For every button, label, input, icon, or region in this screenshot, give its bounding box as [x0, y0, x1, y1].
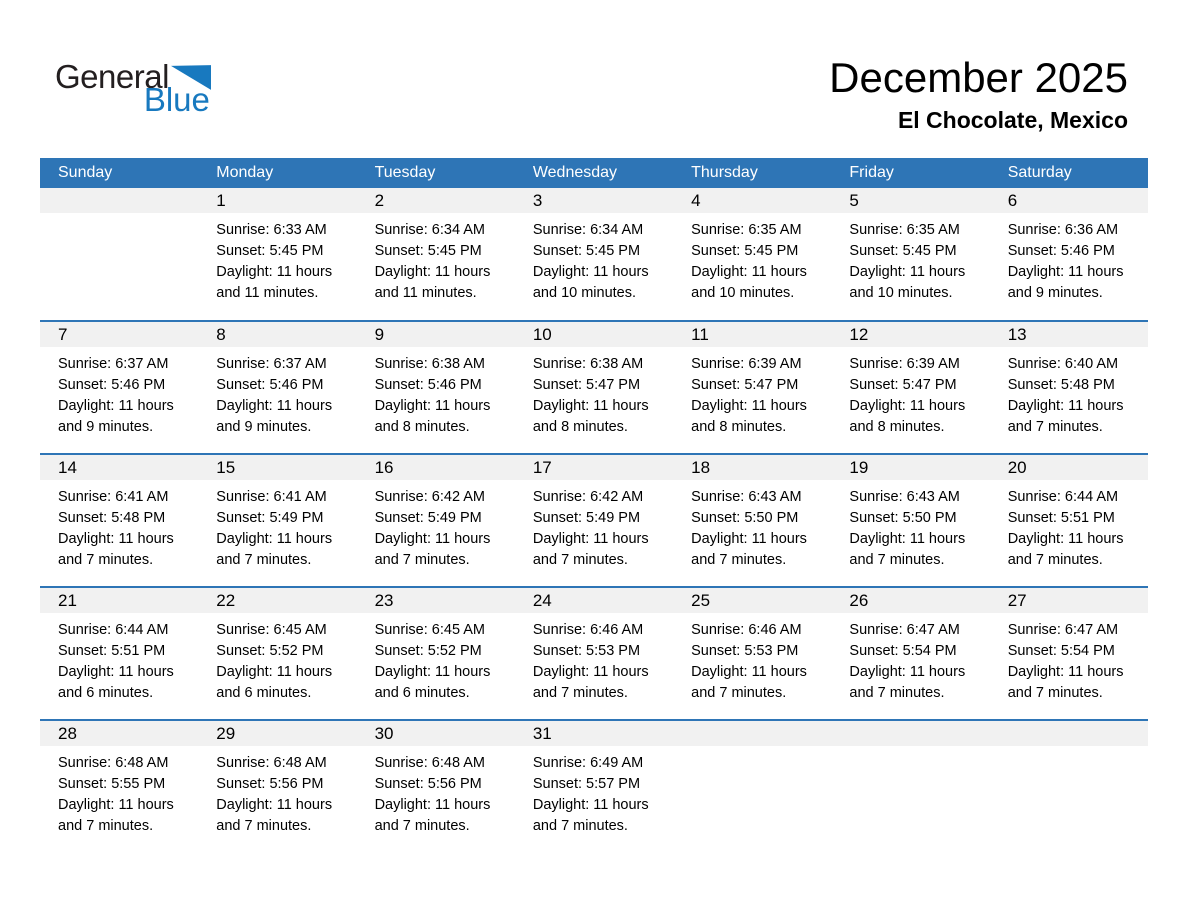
day-cell-20 [990, 454, 1148, 587]
daylight-text-line2: and 7 minutes. [374, 818, 470, 834]
week-row-3 [40, 454, 1148, 587]
day-cell-4 [673, 188, 831, 321]
sunset-text: Sunset: 5:45 PM [849, 243, 957, 259]
sunset-text: Sunset: 5:53 PM [691, 643, 799, 659]
day-number [990, 721, 1148, 746]
daylight-text-line1: Daylight: 11 hours [691, 664, 807, 680]
day-cell-9 [357, 321, 515, 454]
day-cell-27 [990, 587, 1148, 720]
daylight-text-line2: and 7 minutes. [58, 552, 154, 568]
sunset-text: Sunset: 5:47 PM [691, 377, 799, 393]
day-sun-info [673, 347, 831, 438]
day-cell-16 [357, 454, 515, 587]
day-number: 11 [673, 322, 831, 347]
day-sun-info [831, 480, 989, 571]
daylight-text-line1: Daylight: 11 hours [532, 797, 649, 813]
daylight-text-line2: and 8 minutes. [691, 419, 787, 435]
sunrise-text: Sunrise: 6:37 AM [216, 356, 327, 372]
day-number: 8 [198, 322, 356, 347]
sunrise-text: Sunrise: 6:38 AM [532, 356, 644, 372]
sunset-text: Sunset: 5:47 PM [849, 377, 957, 393]
day-sun-info [515, 347, 673, 438]
day-number: 15 [198, 455, 356, 480]
sunset-text: Sunset: 5:49 PM [532, 510, 641, 526]
day-number: 20 [990, 455, 1148, 480]
day-number: 14 [40, 455, 198, 480]
day-cell-25 [673, 587, 831, 720]
daylight-text-line1: Daylight: 11 hours [532, 264, 649, 280]
day-number: 7 [40, 322, 198, 347]
sunrise-text: Sunrise: 6:34 AM [374, 222, 485, 238]
daylight-text-line2: and 7 minutes. [532, 685, 628, 701]
daylight-text-line1: Daylight: 11 hours [216, 664, 333, 680]
sunrise-text: Sunrise: 6:35 AM [691, 222, 802, 238]
daylight-text-line2: and 7 minutes. [691, 685, 787, 701]
day-sun-info [673, 613, 831, 704]
daylight-text-line2: and 8 minutes. [374, 419, 470, 435]
daylight-text-line1: Daylight: 11 hours [58, 531, 174, 547]
day-sun-info [198, 213, 356, 304]
day-cell-22 [198, 587, 356, 720]
sunset-text: Sunset: 5:46 PM [374, 377, 482, 393]
day-sun-info [40, 480, 198, 571]
daylight-text-line1: Daylight: 11 hours [849, 398, 966, 414]
sunrise-text: Sunrise: 6:45 AM [216, 622, 327, 638]
day-number: 21 [40, 588, 198, 613]
weekday-header-friday: Friday [831, 158, 989, 188]
daylight-text-line2: and 7 minutes. [216, 818, 312, 834]
day-sun-info [40, 347, 198, 438]
week-row-1 [40, 188, 1148, 321]
daylight-text-line1: Daylight: 11 hours [532, 664, 649, 680]
weekday-header-saturday: Saturday [990, 158, 1148, 188]
sunset-text: Sunset: 5:56 PM [216, 776, 324, 792]
daylight-text-line1: Daylight: 11 hours [849, 664, 966, 680]
daylight-text-line2: and 10 minutes. [849, 285, 953, 301]
sunrise-text: Sunrise: 6:41 AM [216, 489, 327, 505]
day-number: 28 [40, 721, 198, 746]
day-cell-1 [198, 188, 356, 321]
day-sun-info [198, 347, 356, 438]
sunrise-text: Sunrise: 6:38 AM [374, 356, 485, 372]
daylight-text-line2: and 10 minutes. [691, 285, 795, 301]
day-cell-12 [831, 321, 989, 454]
day-cell-26 [831, 587, 989, 720]
sunset-text: Sunset: 5:46 PM [216, 377, 324, 393]
logo-text-blue: Blue [143, 80, 210, 118]
sunrise-text: Sunrise: 6:47 AM [1007, 622, 1119, 638]
daylight-text-line2: and 6 minutes. [58, 685, 154, 701]
day-number: 17 [515, 455, 673, 480]
weekday-header-thursday: Thursday [673, 158, 831, 188]
day-sun-info [40, 746, 198, 837]
sunrise-text: Sunrise: 6:39 AM [691, 356, 802, 372]
daylight-text-line1: Daylight: 11 hours [1007, 264, 1124, 280]
sunrise-text: Sunrise: 6:35 AM [849, 222, 960, 238]
daylight-text-line1: Daylight: 11 hours [1007, 531, 1124, 547]
sunrise-text: Sunrise: 6:42 AM [374, 489, 485, 505]
weekday-header-sunday: Sunday [40, 158, 198, 188]
daylight-text-line1: Daylight: 11 hours [216, 531, 333, 547]
sunset-text: Sunset: 5:54 PM [1007, 643, 1115, 659]
sunrise-text: Sunrise: 6:43 AM [691, 489, 802, 505]
day-number [831, 721, 989, 746]
day-cell-31 [515, 720, 673, 853]
daylight-text-line2: and 11 minutes. [374, 285, 477, 301]
sunrise-text: Sunrise: 6:46 AM [532, 622, 644, 638]
day-number: 18 [673, 455, 831, 480]
daylight-text-line1: Daylight: 11 hours [216, 264, 333, 280]
sunset-text: Sunset: 5:49 PM [374, 510, 482, 526]
daylight-text-line2: and 7 minutes. [58, 818, 154, 834]
day-cell-15 [198, 454, 356, 587]
sunrise-text: Sunrise: 6:36 AM [1007, 222, 1119, 238]
daylight-text-line2: and 7 minutes. [1007, 419, 1103, 435]
day-cell-10 [515, 321, 673, 454]
weekday-header-monday: Monday [198, 158, 356, 188]
daylight-text-line1: Daylight: 11 hours [374, 264, 491, 280]
sunrise-text: Sunrise: 6:41 AM [58, 489, 169, 505]
sunset-text: Sunset: 5:50 PM [849, 510, 957, 526]
day-number: 5 [831, 188, 989, 213]
day-number: 13 [990, 322, 1148, 347]
sunset-text: Sunset: 5:46 PM [58, 377, 166, 393]
day-number: 27 [990, 588, 1148, 613]
day-number: 4 [673, 188, 831, 213]
sunrise-text: Sunrise: 6:44 AM [1007, 489, 1119, 505]
day-number [673, 721, 831, 746]
day-cell-5 [831, 188, 989, 321]
sunset-text: Sunset: 5:51 PM [1007, 510, 1115, 526]
day-cell-6 [990, 188, 1148, 321]
sunset-text: Sunset: 5:45 PM [374, 243, 482, 259]
day-number: 29 [198, 721, 356, 746]
day-number: 16 [357, 455, 515, 480]
sunrise-text: Sunrise: 6:44 AM [58, 622, 169, 638]
daylight-text-line1: Daylight: 11 hours [691, 531, 807, 547]
daylight-text-line2: and 9 minutes. [1007, 285, 1103, 301]
daylight-text-line1: Daylight: 11 hours [374, 797, 491, 813]
sunrise-text: Sunrise: 6:47 AM [849, 622, 960, 638]
empty-day-cell [831, 720, 989, 853]
logo-text-general: General [55, 58, 169, 95]
daylight-text-line1: Daylight: 11 hours [1007, 398, 1124, 414]
sunrise-text: Sunrise: 6:48 AM [374, 755, 485, 771]
daylight-text-line1: Daylight: 11 hours [849, 531, 966, 547]
week-row-5 [40, 720, 1148, 853]
day-sun-info [990, 347, 1148, 438]
sunrise-text: Sunrise: 6:34 AM [532, 222, 644, 238]
daylight-text-line2: and 7 minutes. [1007, 552, 1103, 568]
day-cell-29 [198, 720, 356, 853]
daylight-text-line2: and 6 minutes. [374, 685, 470, 701]
daylight-text-line1: Daylight: 11 hours [691, 398, 807, 414]
sunset-text: Sunset: 5:51 PM [58, 643, 166, 659]
day-cell-14 [40, 454, 198, 587]
day-number: 23 [357, 588, 515, 613]
day-cell-8 [198, 321, 356, 454]
daylight-text-line2: and 7 minutes. [532, 552, 628, 568]
sunset-text: Sunset: 5:50 PM [691, 510, 799, 526]
day-cell-30 [357, 720, 515, 853]
daylight-text-line2: and 7 minutes. [691, 552, 787, 568]
day-cell-3 [515, 188, 673, 321]
day-sun-info [357, 347, 515, 438]
day-number: 10 [515, 322, 673, 347]
sunrise-text: Sunrise: 6:43 AM [849, 489, 960, 505]
daylight-text-line1: Daylight: 11 hours [374, 664, 491, 680]
sunset-text: Sunset: 5:52 PM [216, 643, 324, 659]
day-cell-21 [40, 587, 198, 720]
day-sun-info [831, 213, 989, 304]
daylight-text-line2: and 8 minutes. [532, 419, 628, 435]
empty-day-cell [990, 720, 1148, 853]
day-sun-info [40, 613, 198, 704]
daylight-text-line2: and 7 minutes. [374, 552, 470, 568]
daylight-text-line2: and 7 minutes. [849, 552, 945, 568]
day-sun-info [357, 480, 515, 571]
day-cell-13 [990, 321, 1148, 454]
daylight-text-line2: and 9 minutes. [216, 419, 312, 435]
sunset-text: Sunset: 5:49 PM [216, 510, 324, 526]
daylight-text-line1: Daylight: 11 hours [58, 797, 174, 813]
day-sun-info [198, 480, 356, 571]
daylight-text-line1: Daylight: 11 hours [216, 797, 333, 813]
day-sun-info [357, 746, 515, 837]
day-cell-23 [357, 587, 515, 720]
daylight-text-line2: and 8 minutes. [849, 419, 945, 435]
day-number: 6 [990, 188, 1148, 213]
day-number: 2 [357, 188, 515, 213]
day-cell-2 [357, 188, 515, 321]
day-number: 22 [198, 588, 356, 613]
sunset-text: Sunset: 5:52 PM [374, 643, 482, 659]
day-number: 31 [515, 721, 673, 746]
daylight-text-line1: Daylight: 11 hours [532, 531, 649, 547]
day-cell-24 [515, 587, 673, 720]
week-row-4 [40, 587, 1148, 720]
day-number: 1 [198, 188, 356, 213]
sunrise-text: Sunrise: 6:48 AM [216, 755, 327, 771]
day-cell-11 [673, 321, 831, 454]
day-number: 19 [831, 455, 989, 480]
day-number [40, 188, 198, 213]
day-sun-info [357, 613, 515, 704]
weekday-header-row [40, 158, 1148, 188]
day-cell-17 [515, 454, 673, 587]
sunset-text: Sunset: 5:47 PM [532, 377, 641, 393]
day-cell-7 [40, 321, 198, 454]
sunrise-text: Sunrise: 6:37 AM [58, 356, 169, 372]
day-number: 3 [515, 188, 673, 213]
day-number: 12 [831, 322, 989, 347]
weekday-header-wednesday: Wednesday [515, 158, 673, 188]
general-blue-logo [55, 60, 211, 117]
sunrise-text: Sunrise: 6:33 AM [216, 222, 327, 238]
day-cell-18 [673, 454, 831, 587]
daylight-text-line1: Daylight: 11 hours [374, 531, 491, 547]
sunrise-text: Sunrise: 6:46 AM [691, 622, 802, 638]
sunset-text: Sunset: 5:45 PM [216, 243, 324, 259]
sunset-text: Sunset: 5:45 PM [532, 243, 641, 259]
day-number: 26 [831, 588, 989, 613]
daylight-text-line2: and 7 minutes. [216, 552, 312, 568]
day-sun-info [990, 480, 1148, 571]
daylight-text-line2: and 9 minutes. [58, 419, 154, 435]
day-number: 30 [357, 721, 515, 746]
daylight-text-line2: and 7 minutes. [532, 818, 628, 834]
sunrise-text: Sunrise: 6:39 AM [849, 356, 960, 372]
daylight-text-line2: and 7 minutes. [1007, 685, 1103, 701]
sunset-text: Sunset: 5:48 PM [1007, 377, 1115, 393]
location-subtitle: El Chocolate, Mexico [897, 107, 1128, 134]
weekday-header-tuesday: Tuesday [357, 158, 515, 188]
sunset-text: Sunset: 5:54 PM [849, 643, 957, 659]
daylight-text-line1: Daylight: 11 hours [58, 398, 174, 414]
sunset-text: Sunset: 5:45 PM [691, 243, 799, 259]
daylight-text-line2: and 7 minutes. [849, 685, 945, 701]
daylight-text-line1: Daylight: 11 hours [58, 664, 174, 680]
sunrise-text: Sunrise: 6:42 AM [532, 489, 644, 505]
sunset-text: Sunset: 5:56 PM [374, 776, 482, 792]
day-cell-19 [831, 454, 989, 587]
sunrise-text: Sunrise: 6:45 AM [374, 622, 485, 638]
week-row-2 [40, 321, 1148, 454]
day-sun-info [198, 746, 356, 837]
daylight-text-line1: Daylight: 11 hours [849, 264, 966, 280]
empty-day-cell [673, 720, 831, 853]
daylight-text-line1: Daylight: 11 hours [691, 264, 807, 280]
daylight-text-line2: and 11 minutes. [216, 285, 319, 301]
sunrise-text: Sunrise: 6:40 AM [1007, 356, 1119, 372]
sunrise-text: Sunrise: 6:48 AM [58, 755, 169, 771]
day-sun-info [357, 213, 515, 304]
sunset-text: Sunset: 5:48 PM [58, 510, 166, 526]
day-sun-info [673, 480, 831, 571]
day-number: 25 [673, 588, 831, 613]
daylight-text-line1: Daylight: 11 hours [374, 398, 491, 414]
day-sun-info [198, 613, 356, 704]
daylight-text-line1: Daylight: 11 hours [216, 398, 333, 414]
daylight-text-line1: Daylight: 11 hours [532, 398, 649, 414]
day-sun-info [515, 213, 673, 304]
day-sun-info [831, 347, 989, 438]
title-block [829, 54, 1128, 134]
day-sun-info [831, 613, 989, 704]
day-number: 9 [357, 322, 515, 347]
daylight-text-line2: and 10 minutes. [532, 285, 637, 301]
sunset-text: Sunset: 5:46 PM [1007, 243, 1115, 259]
empty-day-cell [40, 188, 198, 321]
day-sun-info [515, 613, 673, 704]
day-sun-info [515, 746, 673, 837]
daylight-text-line2: and 6 minutes. [216, 685, 312, 701]
sunset-text: Sunset: 5:55 PM [58, 776, 166, 792]
daylight-text-line1: Daylight: 11 hours [1007, 664, 1124, 680]
day-sun-info [515, 480, 673, 571]
calendar-table [40, 158, 1148, 853]
day-sun-info [673, 213, 831, 304]
sunset-text: Sunset: 5:57 PM [532, 776, 641, 792]
month-title: December 2025 [829, 54, 1128, 101]
sunset-text: Sunset: 5:53 PM [532, 643, 641, 659]
day-sun-info [990, 213, 1148, 304]
day-number: 24 [515, 588, 673, 613]
day-cell-28 [40, 720, 198, 853]
sunrise-text: Sunrise: 6:49 AM [532, 755, 644, 771]
day-sun-info [990, 613, 1148, 704]
